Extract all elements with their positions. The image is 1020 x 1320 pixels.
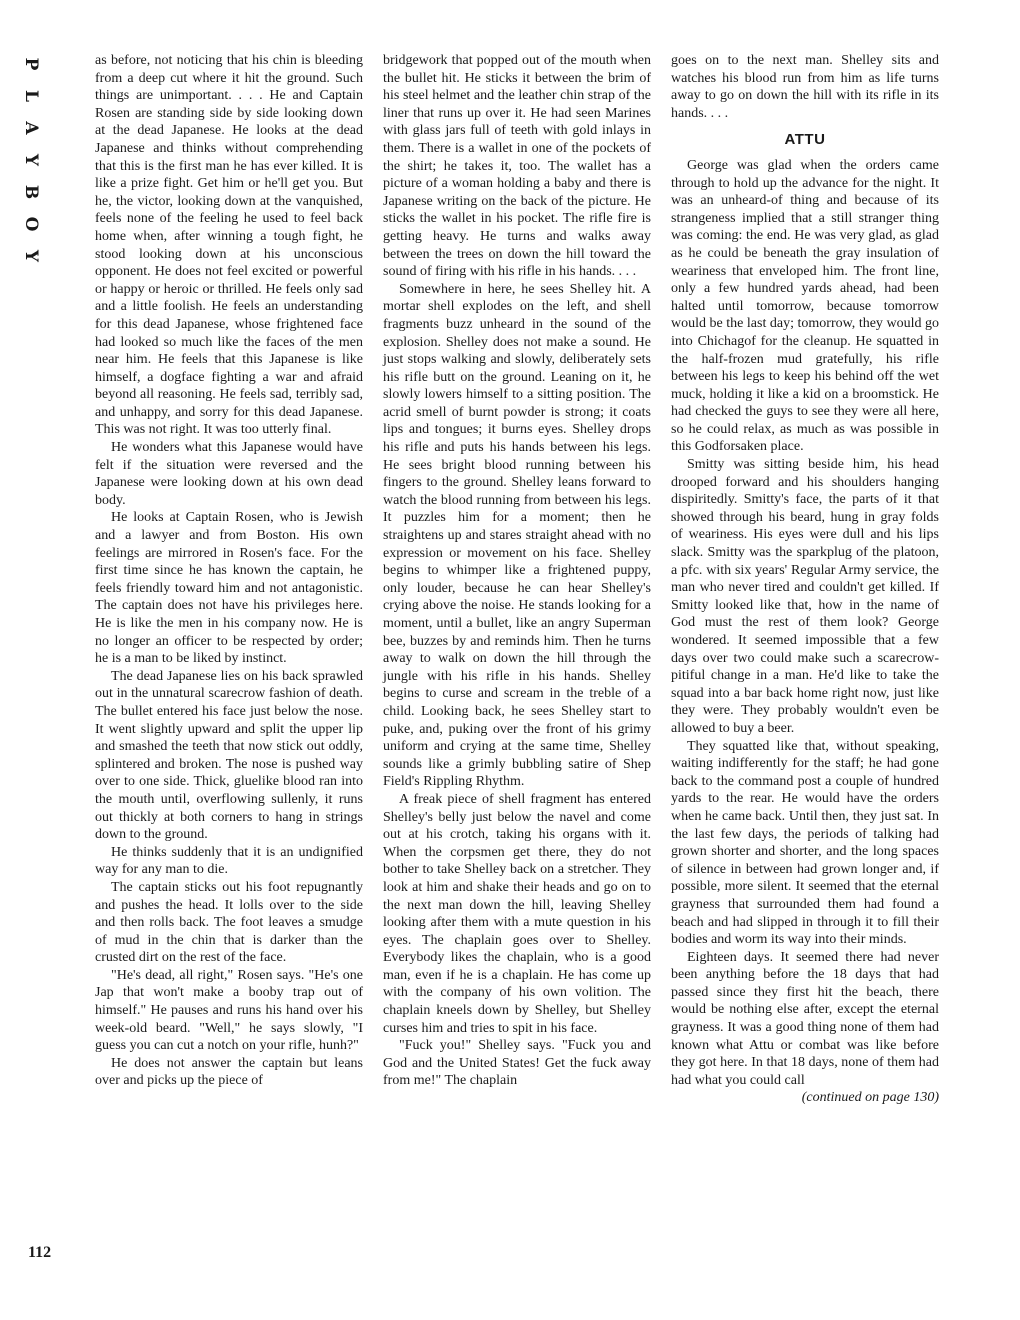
section-heading: ATTU <box>784 131 826 149</box>
brand-letter: P <box>21 57 41 71</box>
paragraph: Smitty was sitting beside him, his head drooped forward and his shoulders hanging dispiritedly. Smitty's face, the parts of it that showed through his beard, hung in gray folds of weariness. His eyes were dull and his lips slack. Smitty was the sparkplug of the platoon, a pfc. with six years' Regular Army service, the man who never tired and couldn't get killed. If Smitty looked like that, how in the name of God must the rest of them look? George wondered. It seemed impossible that a few days over two could make such a scarecrow-pitiful change in a man. He'd like to take the squad into a bar back home right now, just like they were. They probably wouldn't even be allowed to buy a beer. <box>671 457 939 736</box>
paragraph: "He's dead, all right," Rosen says. "He's one Jap that won't make a booby trap out of himself." He pauses and runs his hand over his week-old beard. "Well," he says slowly, "I guess you can cut a notch on your rifle, hunh?" <box>95 967 363 1054</box>
brand-letter: L <box>21 90 41 102</box>
paragraph: A freak piece of shell fragment has entered Shelley's belly just below the navel and come out at his crotch, taking his organs with it. When the corpsmen get there, they do not bother to take Shelley back on a stretcher. They look at him and shake their heads and go on to the next man down the hill, leaving Shelley looking after them with a mute question in his eyes. The chaplain goes over to Shelley. Everybody likes the chaplain, who is a good man, even if he is a chaplain. He has come up with the company of his own volition. The chaplain kneels down by Shelley, but Shelley curses him and tries to spit in his face. <box>383 791 651 1036</box>
article-column-2 <box>383 52 651 1090</box>
page-number: 112 <box>28 1244 52 1261</box>
paragraph: bridgework that popped out of the mouth when the bullet hit. He sticks it between the brim of his steel helmet and the leather chin strap of the liner that runs up over it. He had seen Marines with glass jars full of teeth with gold inlays in them. There is a wallet in one of the pockets of the shirt; he takes it, too. The wallet has a picture of a woman holding a baby and there is Japanese writing on the back of the picture. He sticks the wallet in his pocket. The rifle fire is getting heavy. He turns and walks away between the trees on down the hill toward the sound of firing with his rifle in his hands. . . . <box>383 53 651 280</box>
paragraph: He does not answer the captain but leans over and picks up the piece of <box>95 1055 363 1089</box>
continued-note: (continued on page 130) <box>801 1090 939 1106</box>
paragraph: Eighteen days. It seemed there had never been anything before the 18 days that had passed since they first hit the beach, there would be nothing else after, except the eternal grayness. It was a good thing none of them had known what Attu or combat was like before they got here. In that 18 days, none of them had had what you could call <box>671 949 939 1088</box>
paragraph: goes on to the next man. Shelley sits and watches his blood run from him as life turns away to go on down the hill with its rifle in its hands. . . . <box>671 53 939 121</box>
paragraph: as before, not noticing that his chin is bleeding from a deep cut where it hit the ground. Such things are unimportant. . . . He and Captain Rosen are standing side by side looking down at the dead Japanese. He looks at the dead Japanese and thinks without comprehending that this is the first man he has ever killed. It is like a prize fight. Get him or he'll get you. But he, the victor, looking down at the vanquished, feels none of the feeling he used to feel back home when, after winning a tough fight, he stood looking down at his unconscious opponent. He does not feel excited or powerful or happy or heroic or thrilled. He feels only sad and a little foolish. He feels an understanding for this dead Japanese, whose frightened face had looked so much like the faces of the men near him. He feels that this Japanese is like himself, a dogface fighting a war and afraid beyond all reasoning. He feels sad, terribly sad, and unhappy, and sorry for this dead Japanese. This was not right. It was too utterly final. <box>95 53 363 438</box>
paragraph: He looks at Captain Rosen, who is Jewish and a lawyer and from Boston. His own feelings are mirrored in Rosen's face. For the first time since he has known the captain, he feels friendly toward him and not antagonistic. The captain does not have his privileges here. He is like the men in his company now. He is no longer an officer to be respected by order; he is a man to be liked by instinct. <box>95 510 363 667</box>
paragraph: Somewhere in here, he sees Shelley hit. A mortar shell explodes on the left, and shell fragments buzz unheard in the sound of the explosion. Shelley does not make a sound. He just stops walking and slowly, deliberately sets his rifle butt on the ground. Leaning on it, he slowly lowers himself to a sitting position. The acrid smell of burnt powder is strong; it coats lips and tongues; it burns eyes. Shelley drops his rifle and puts his hands between his legs. He sees bright blood running between his fingers to the ground. Shelley leans forward to watch the blood running from between his legs. It puzzles him for a moment; then he straightens up and stares straight ahead with no expression or movement on his face. Shelley begins to whimper like a frightened puppy, only louder, because he can hear Shelley's crying above the noise. He stands looking for a moment, until a bullet, like an angry Superman bee, buzzes by and reminds him. Then he turns away to walk on down the hill through the jungle with his rifle in his hands. Shelley begins to curse and scream in the treble of a child. Looking back, he sees Shelley start to puke, and, puking over the front of his grimy uniform and crying at the same time, Shelley sounds like a grimly bubbling satire of Shep Field's Rippling Rhythm. <box>383 281 651 790</box>
paragraph: The dead Japanese lies on his back sprawled out in the unnatural scarecrow fashion of death. The bullet entered his face just below the nose. It went slightly upward and split the upper lip and smashed the teeth that now stick out oddly, splintered and broken. The nose is pushed way over to one side. Thick, gluelike blood ran into the mouth until, overflowing sullenly, it runs out thickly at both corners to hang in strings down to the ground. <box>95 668 363 843</box>
paragraph: They squatted like that, without speaking, waiting indifferently for the staff; he had gone back to the command post a couple of hundred yards to the rear. He would have the orders when he came back. Until then, they just sat. In the last few days, the periods of talking had grown shorter and shorter, and the long spaces of silence in between had grown longer and, if possible, more silent. It seemed that the eternal grayness that surrounded them had found a beach and had slipped in through it to fill their bodies and worm its way into their minds. <box>671 738 939 948</box>
paragraph: He thinks suddenly that it is an undignified way for any man to die. <box>95 844 363 878</box>
paragraph: "Fuck you!" Shelley says. "Fuck you and God and the United States! Get the fuck away from me!" The chaplain <box>383 1038 651 1089</box>
brand-letter: Y <box>21 153 41 167</box>
article-column-3 <box>671 52 939 1107</box>
paragraph: The captain sticks out his foot repugnantly and pushes the head. It lolls over to the side and then rolls back. The foot leaves a smudge of mud in the chin that is darker than the crusted dirt on the rest of the face. <box>95 879 363 966</box>
brand-letter: B <box>21 184 41 200</box>
magazine-brand-vertical <box>14 48 48 272</box>
paragraph: George was glad when the orders came through to hold up the advance for the night. It was an unheard-of thing and because of its strangeness implied that a still stranger thing was coming: the end. He was very glad, as glad as he could be beneath the gray insulation of weariness that enveloped him. The front line, only a few hundred yards ahead, had been halted until tomorrow, because tomorrow would be the last day; tomorrow, they would go into Chichagof for the cleanup. He squatted in the half-frozen mud gratefully, his rifle between his legs to keep his behind off the wet muck, holding it like a kid on a broomstick. He had checked the guys to see they were all here, so he could relax, as much as was possible in this Godforsaken place. <box>671 157 939 455</box>
article-column-1 <box>95 52 363 1090</box>
brand-letter: O <box>21 216 41 232</box>
paragraph: He wonders what this Japanese would have felt if the situation were reversed and the Japanese were looking down at his own dead body. <box>95 440 363 508</box>
brand-letter: A <box>21 121 41 135</box>
brand-letter: Y <box>21 249 41 263</box>
